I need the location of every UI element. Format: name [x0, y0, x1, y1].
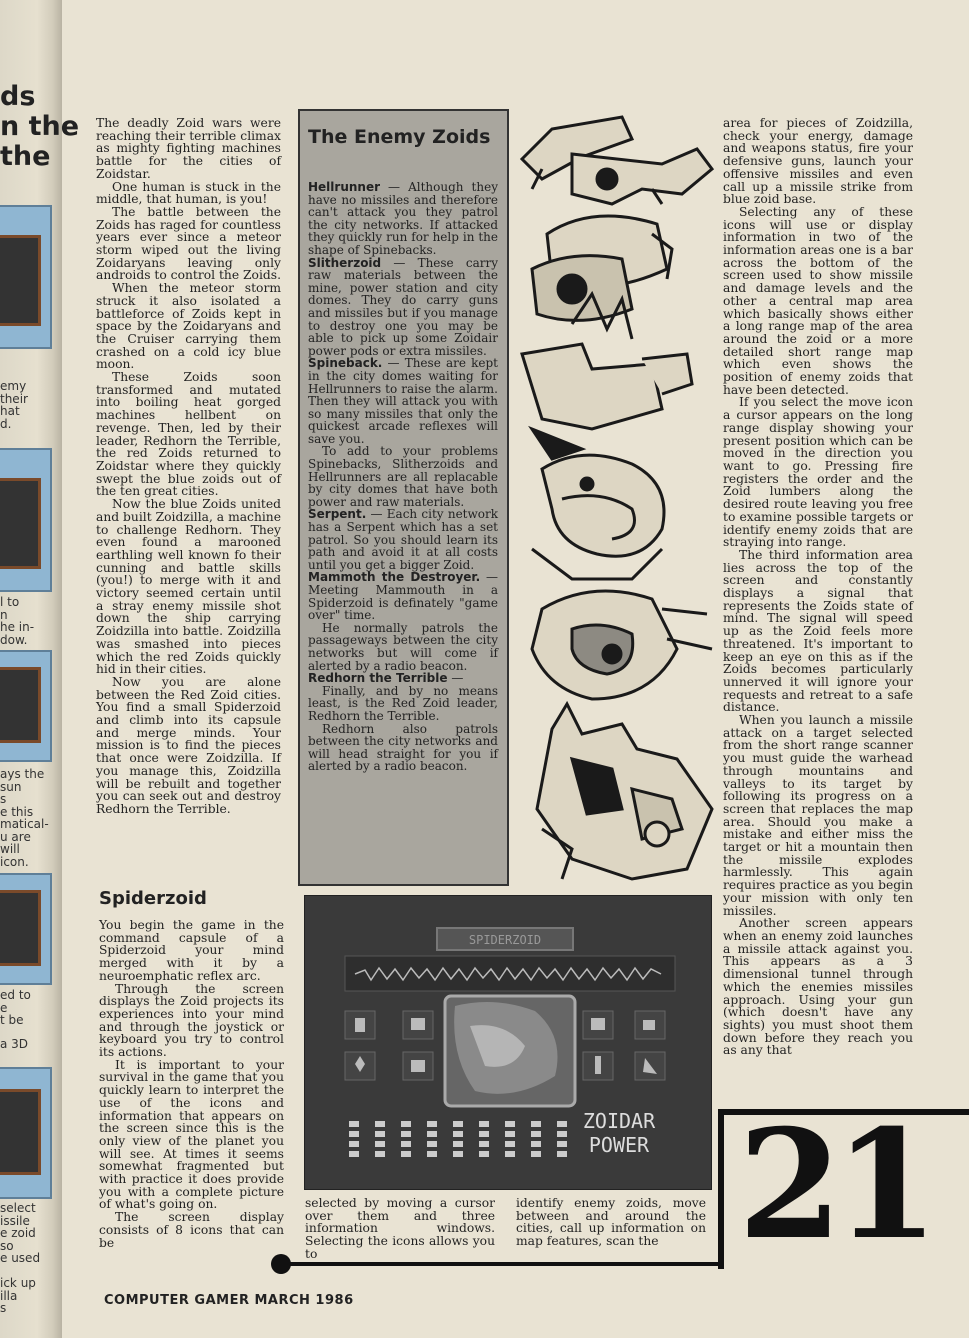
fragment-line: will	[0, 842, 20, 856]
left-page-fragment	[0, 768, 60, 868]
column-gameplay	[723, 117, 913, 1057]
fragment-line: t be	[0, 1013, 24, 1027]
column-spiderzoid	[99, 919, 284, 1249]
intro-paragraph: These Zoids soon transformed and mutated into boiling heat gorged machines hellbent on revenge. Then, led by their leader, Redhorn the Terrible, the red Zoids returned to Zoidstar where they quickly swept the blue zoids out of the ten great cities.	[96, 370, 281, 499]
enemy-separator: —	[382, 356, 405, 371]
fragment-line: illa	[0, 1288, 18, 1303]
column-intro	[96, 117, 281, 816]
spiderzoid-paragraph: You begin the game in the command capsule of a Spiderzoid your mind merged with it by a neuroemphatic reflex arc.	[99, 918, 284, 983]
spiderzoid-heading: Spiderzoid	[99, 888, 207, 909]
enemy-entry	[308, 181, 498, 257]
caption-right-column: identify enemy zoids, move between and around the cities, call up information on map features, scan the	[516, 1196, 706, 1249]
spineback-illustration	[522, 294, 692, 459]
left-page-thumbnail	[0, 650, 52, 762]
enemy-description: These carry raw materials between the mine, power station and city domes. They do carry guns and missiles but if you manage to destroy one you may be able to pick up some Zoidair power pods or extra missiles.	[308, 255, 498, 358]
magazine-footer: COMPUTER GAMER MARCH 1986	[104, 1293, 354, 1308]
gameplay-paragraph: area for pieces of Zoidzilla, check your energy, damage and weapons status, fire your defensive guns, launch your offensive missiles and even call up a missile strike from blue zoid base.	[723, 116, 913, 207]
gameplay-paragraph: Selecting any of these icons will use or display information in two of the information areas one is a bar across the bottom of the screen used to show missile and damage levels and the other a central map area which basically shows either a long range map of the area around the zoid or a more detailed short range map which even shows the position of enemy zoids that have been detected.	[723, 204, 913, 397]
enemy-name: Slitherzoid	[308, 255, 382, 270]
fragment-line: matical-	[0, 817, 49, 831]
enemy-description: Meeting Mammouth in a Spiderzoid is definately "game over" time.	[308, 583, 498, 623]
fragment-line: hat	[0, 404, 20, 418]
enemy-separator: —	[366, 507, 387, 522]
fragment-line: ays the	[0, 768, 45, 781]
enemy-separator: —	[447, 671, 464, 686]
fragment-line: issile	[0, 1213, 30, 1228]
screenshot-logo-line1: ZOIDAR	[582, 1109, 656, 1133]
page-number: 21	[738, 1097, 931, 1273]
spiderzoid-paragraph: The screen display consists of 8 icons that can be	[99, 1210, 284, 1250]
fragment-line: s	[0, 1301, 7, 1315]
caption-left-column: selected by moving a cursor over them and three information windows. Selecting the icons allows you to	[305, 1196, 495, 1261]
fragment-line: s	[0, 792, 7, 806]
hellrunner-illustration	[522, 117, 712, 204]
left-page-thumbnail	[0, 448, 52, 592]
enemy-separator: —	[380, 180, 409, 194]
left-page-heading-fragment: ds n the the	[0, 81, 80, 172]
fragment-line: icon.	[0, 854, 29, 868]
left-page-thumbnail	[0, 1067, 52, 1199]
fragment-line: dow.	[0, 632, 28, 646]
enemy-entry	[308, 571, 498, 621]
fragment-line: he in-	[0, 620, 35, 634]
spiderzoid-paragraph: Through the screen displays the Zoid projects its experiences into your mind and through the joystick or keyboard you try to control its actions.	[99, 981, 284, 1060]
fragment-line: d.	[0, 416, 12, 430]
enemy-description: He normally patrols the passageways between the city networks but will come if alerted by a radio beacon.	[308, 620, 498, 673]
screenshot-title: SPIDERZOID	[468, 933, 542, 947]
enemy-name: Mammoth the Destroyer.	[308, 570, 481, 585]
intro-paragraph: Now the blue Zoids united and built Zoidzilla, a machine to challenge Redhorn. They even found a marooned earthling well known fo their cunning and battle skills (you!) to merge with it and victory seemed certain until a stray enemy missile shot down the ship carrying Zoidzilla into battle. Zoidzilla was smashed into pieces which the red Zoids quickly hid in their cities.	[96, 497, 281, 677]
screenshot-logo-line2: POWER	[588, 1133, 650, 1157]
left-page-fragment	[0, 596, 60, 646]
fragment-line: select	[0, 1202, 36, 1215]
gameplay-paragraph: When you launch a missile attack on a target selected from the short range scanner you must guide the warhead through mountains and valleys to its target by following its progress on a screen that replaces the map area. Should you make a mistake and either miss the target or hit a mountain then the missile explodes harmlessly. This again requires practice as you begin your mission with only ten missiles.	[723, 713, 913, 918]
fragment-line: ed to	[0, 989, 31, 1002]
gameplay-paragraph: Another screen appears when an enemy zoid launches a missile attack against you. This appears as a 3 dimensional tunnel through which the enemies missiles approach. Using your gun (which doesn't have any sights) you must shoot them down before they reach you as any that	[723, 916, 913, 1058]
fragment-line: sun	[0, 779, 22, 794]
fragment-line: emy	[0, 380, 27, 393]
enemy-zoids-title: The Enemy Zoids	[308, 126, 491, 148]
footer-rule	[280, 1262, 722, 1266]
gameplay-paragraph: If you select the move icon a cursor appears on the long range display showing your present position which can be moved in the direction you want to go. Pressing fire registers the order and the Zoid lumbers along the desired route leaving you free to examine possible targets or identify enemy zoids that are straying into range.	[723, 395, 913, 550]
game-screenshot	[304, 895, 712, 1190]
gameplay-paragraph: The third information area lies across the top of the screen and constantly displays a signal that represents the Zoids state of mind. The signal will speed up as the Zoid feels more threatened. It's important to keep an eye on this as if the Zoids becomes particularly unnerved it will ignore your requests and retreat to a safe distance.	[723, 547, 913, 715]
intro-paragraph: One human is stuck in the middle, that human, is you!	[96, 179, 281, 207]
enemy-description: Each city network has a Serpent which has a set patrol. So you should learn its path and avoid it at all costs until you get a bigger Zoid.	[308, 507, 498, 572]
enemy-name: Spineback.	[308, 356, 383, 371]
fragment-line: so	[0, 1238, 14, 1253]
enemy-entry	[308, 622, 498, 672]
enemy-description: To add to your problems Spinebacks, Slitherzoids and Hellrunners are all replacable by city domes that have both power and raw materials.	[308, 444, 498, 509]
left-page-thumbnail	[0, 205, 52, 349]
enemy-name: Hellrunner	[308, 180, 381, 194]
intro-paragraph: The deadly Zoid wars were reaching their terrible climax as mighty fighting machines battle for the cities of Zoidstar.	[96, 116, 281, 181]
enemy-entry	[308, 508, 498, 571]
fragment-line: e used	[0, 1251, 41, 1265]
intro-paragraph: Now you are alone between the Red Zoid cities. You find a small Spiderzoid and climb into its capsule and merge minds. Your mission is to find the pieces that once were Zoidzilla. If you manage this, Zoidzilla will be rebuilt and together you can seek out and destroy Redhorn the Terrible.	[96, 674, 281, 816]
fragment-line: n	[0, 607, 8, 622]
enemy-zoids-illustrations	[512, 109, 717, 886]
intro-paragraph: The battle between the Zoids has raged for countless years ever since a meteor storm wiped out the living Zoidaryans leaving only androids to control the Zoids.	[96, 204, 281, 283]
intro-paragraph: When the meteor storm struck it also isolated a battleforce of Zoids kept in space by the Zoidaryans and the Cruiser carrying them crashed on a cold icy blue moon.	[96, 281, 281, 372]
enemy-separator: —	[381, 255, 418, 270]
enemy-entry	[308, 723, 498, 773]
enemy-name: Serpent.	[308, 507, 367, 522]
enemy-description: These are kept in the city domes waiting for Hellrunners to raise the alarm. Then they will attack you with so many missiles that only the quickest arcade reflexes will save you.	[308, 356, 498, 446]
left-page-fragment	[0, 1277, 60, 1315]
fragment-line: e	[0, 1000, 8, 1015]
enemy-description: Redhorn also patrols between the city networks and will head straight for you if alerted by a radio beacon.	[308, 721, 498, 774]
left-page-fragment	[0, 989, 60, 1027]
fragment-line: their	[0, 391, 28, 406]
left-page-fragment	[0, 1202, 60, 1265]
enemy-zoids-text	[308, 181, 498, 773]
slitherzoid-illustration	[532, 216, 672, 320]
left-page-thumbnail	[0, 873, 52, 985]
fragment-line: l to	[0, 596, 20, 609]
enemy-description: Finally, and by no means least, is the Red Zoid leader, Redhorn the Terrible.	[308, 683, 498, 723]
enemy-entry	[308, 257, 498, 358]
spiderzoid-paragraph: It is important to your survival in the game that you quickly learn to interpret the use of the icons and information that appears on the screen since this is the only view of the planet you will see. At times it seems somewhat fragmented but with practice it does provide you with a complete picture of what's going on.	[99, 1057, 284, 1212]
mammoth-illustration	[532, 591, 712, 699]
fragment-line: e zoid	[0, 1226, 36, 1240]
enemy-separator: —	[480, 570, 498, 585]
serpent-illustration	[532, 455, 664, 579]
footer-bullet	[271, 1254, 291, 1274]
fragment-line: ick up	[0, 1277, 36, 1290]
enemy-entry	[308, 445, 498, 508]
enemy-entry	[308, 685, 498, 723]
fragment-line: u are	[0, 829, 31, 844]
left-page-fragment	[0, 1038, 60, 1051]
fragment-line: a 3D	[0, 1038, 29, 1051]
enemy-description: Although they have no missiles and therefore can't attack you they patrol the city networks. If attacked they quickly run for help in the shape of Spinebacks.	[308, 180, 498, 257]
enemy-entry	[308, 357, 498, 445]
redhorn-illustration	[537, 704, 712, 879]
enemy-name: Redhorn the Terrible	[308, 671, 448, 686]
left-page-fragment	[0, 380, 60, 430]
fragment-line: e this	[0, 804, 34, 819]
